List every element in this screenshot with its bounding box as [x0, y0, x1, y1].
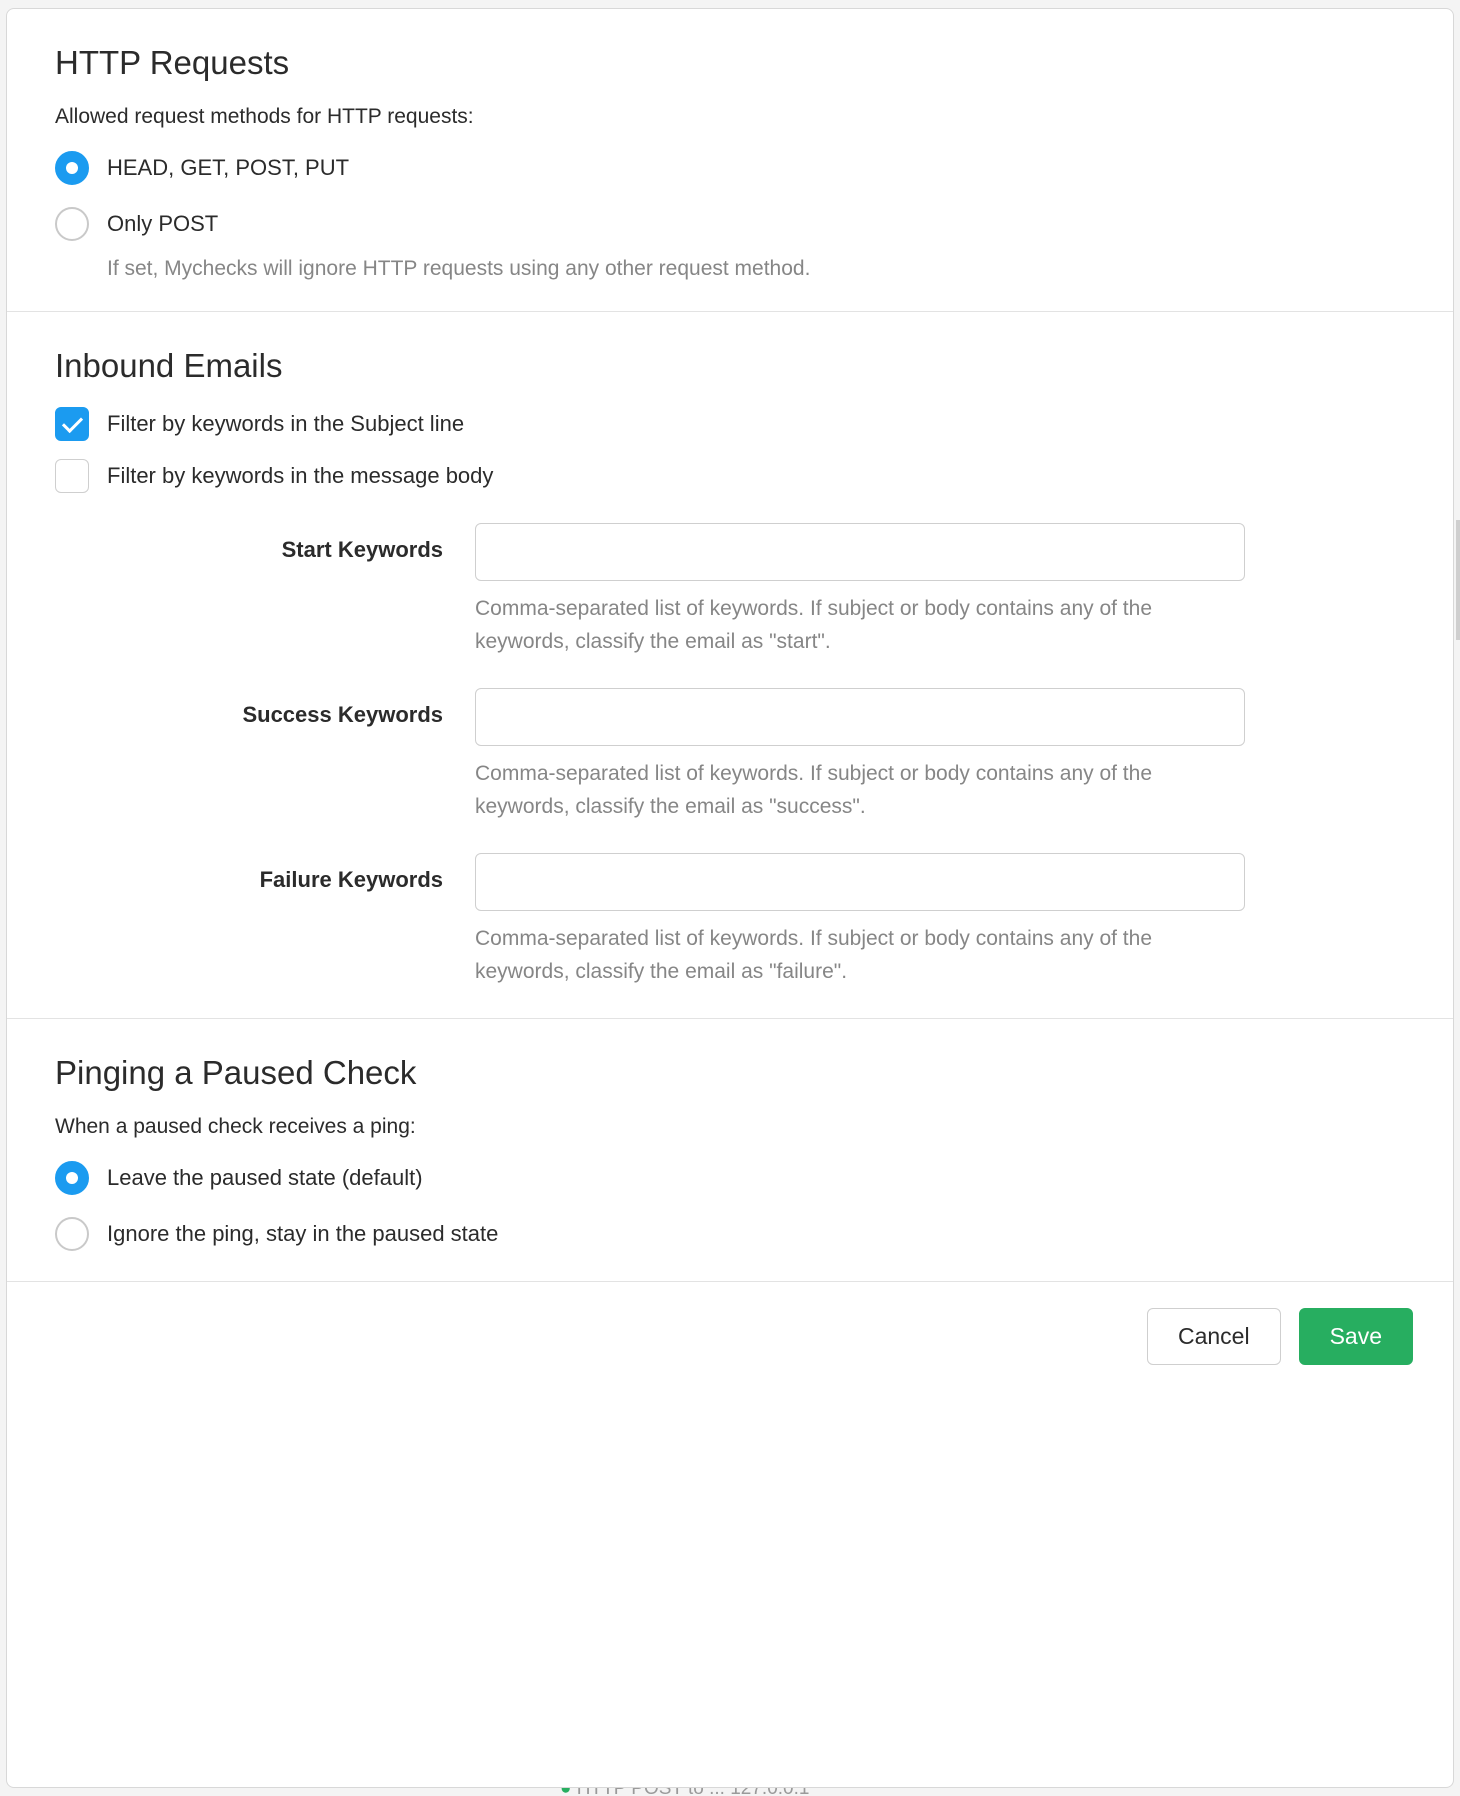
field-body-failure-keywords: [475, 853, 1245, 988]
checkbox-row-subject-filter[interactable]: [55, 407, 1405, 441]
label-start-keywords: Start Keywords: [281, 537, 443, 563]
paused-check-title: Pinging a Paused Check: [55, 1054, 417, 1092]
checkbox-label-subject-filter: Filter by keywords in the Subject line: [107, 411, 465, 437]
cancel-button[interactable]: Cancel: [1147, 1308, 1281, 1365]
radio-icon-ignore-ping[interactable]: [55, 1217, 89, 1251]
radio-label-all-methods: HEAD, GET, POST, PUT: [107, 154, 350, 180]
help-failure-keywords: Comma-separated list of keywords. If subject or body contains any of the keywords, classify the email as "failure".: [475, 927, 1152, 983]
field-body-start-keywords: [475, 523, 1245, 658]
checkbox-label-body-filter: Filter by keywords in the message body: [107, 463, 494, 489]
radio-option-ignore-ping[interactable]: [55, 1217, 1405, 1251]
help-start-keywords: Comma-separated list of keywords. If subject or body contains any of the keywords, classify the email as "start".: [475, 597, 1152, 653]
paused-check-lead: When a paused check receives a ping:: [55, 1115, 416, 1139]
http-requests-lead: Allowed request methods for HTTP requests:: [55, 104, 474, 128]
http-requests-title: HTTP Requests: [55, 44, 290, 81]
field-row-success-keywords: [55, 688, 1405, 823]
help-success-keywords: Comma-separated list of keywords. If subject or body contains any of the keywords, classify the email as "success".: [475, 762, 1152, 818]
field-row-start-keywords: [55, 523, 1405, 658]
field-row-failure-keywords: [55, 853, 1405, 988]
section-inbound-emails: [7, 312, 1453, 1020]
scrollbar-edge[interactable]: [1456, 520, 1460, 640]
success-keywords-input[interactable]: [475, 688, 1245, 746]
field-body-success-keywords: [475, 688, 1245, 823]
radio-option-leave-paused[interactable]: [55, 1161, 1405, 1195]
start-keywords-input[interactable]: [475, 523, 1245, 581]
radio-icon-leave-paused[interactable]: [55, 1161, 89, 1195]
radio-option-all-methods[interactable]: [55, 151, 1405, 185]
checkbox-icon-subject-filter[interactable]: [55, 407, 89, 441]
failure-keywords-input[interactable]: [475, 853, 1245, 911]
section-http-requests: [7, 9, 1453, 312]
modal-footer: [7, 1282, 1453, 1391]
radio-label-only-post: Only POST: [107, 210, 219, 236]
inbound-emails-title: Inbound Emails: [55, 346, 283, 384]
radio-icon-all-methods[interactable]: [55, 151, 89, 185]
label-success-keywords: Success Keywords: [242, 702, 443, 728]
radio-label-ignore-ping: Ignore the ping, stay in the paused state: [107, 1221, 499, 1247]
label-failure-keywords: Failure Keywords: [259, 867, 443, 893]
section-paused-check: [7, 1019, 1453, 1282]
http-requests-help: If set, Mychecks will ignore HTTP requests using any other request method.: [107, 256, 811, 280]
settings-modal: [6, 8, 1454, 1788]
radio-icon-only-post[interactable]: [55, 207, 89, 241]
checkbox-icon-body-filter[interactable]: [55, 459, 89, 493]
save-button[interactable]: Save: [1299, 1308, 1413, 1365]
radio-label-leave-paused: Leave the paused state (default): [107, 1165, 423, 1191]
radio-option-only-post[interactable]: [55, 207, 1405, 241]
checkbox-row-body-filter[interactable]: [55, 459, 1405, 493]
